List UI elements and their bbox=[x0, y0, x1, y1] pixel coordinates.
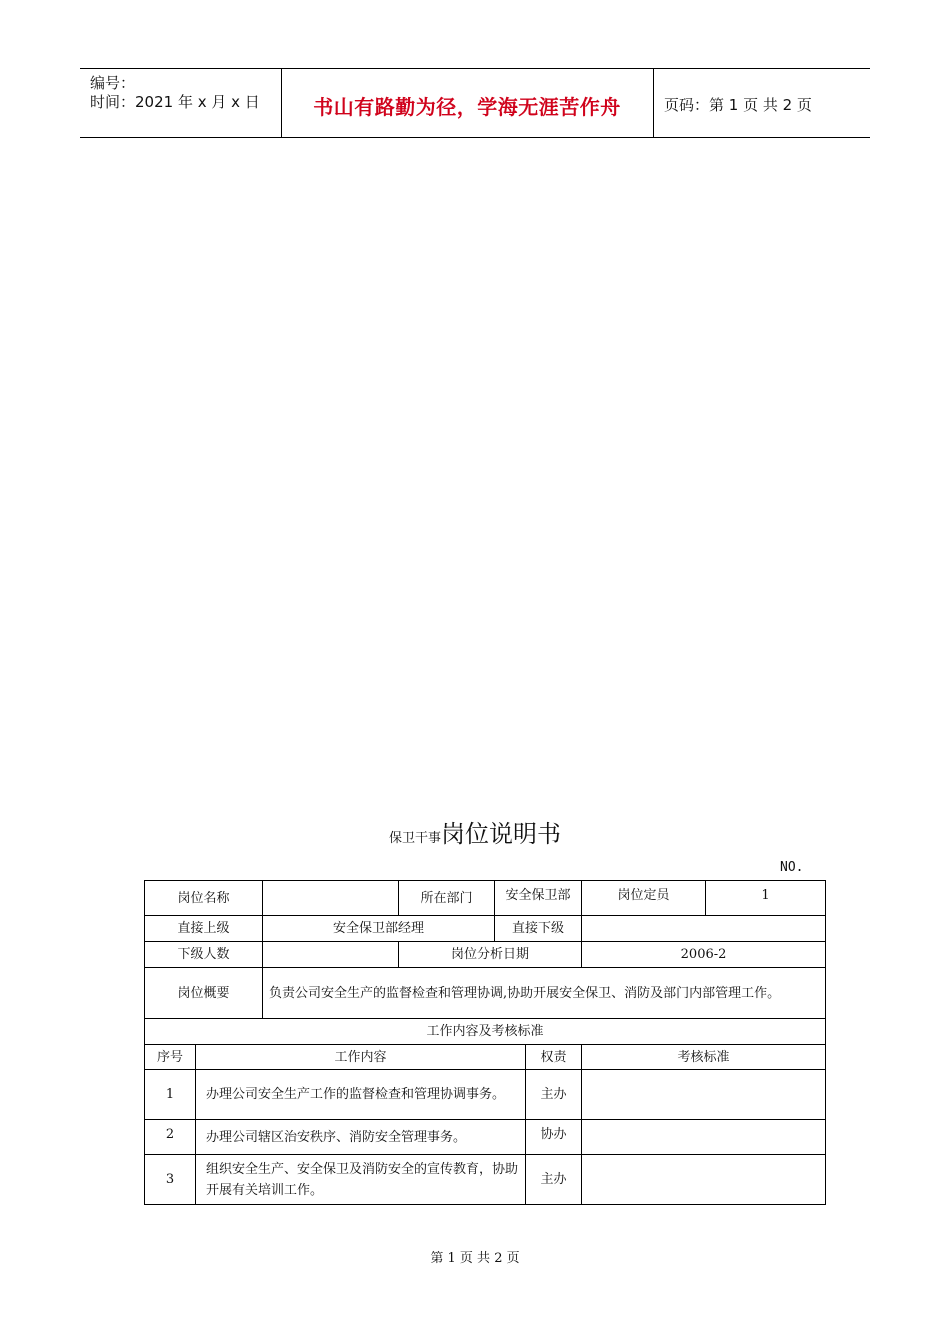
summary-value: 负责公司安全生产的监督检查和管理协调,协助开展安全保卫、消防及部门内部管理工作。 bbox=[263, 968, 826, 1019]
superior-value: 安全保卫部经理 bbox=[263, 916, 495, 942]
task-seq: 2 bbox=[145, 1120, 196, 1155]
position-name-title: 保卫干事 bbox=[388, 831, 441, 846]
sub-count-value bbox=[263, 942, 399, 968]
doc-title bbox=[0, 814, 950, 849]
doc-number-label: NO. bbox=[780, 860, 804, 875]
table-row bbox=[145, 1155, 826, 1205]
task-content: 组织安全生产、安全保卫及消防安全的宣传教育，协助开展有关培训工作。 bbox=[196, 1155, 526, 1205]
header-motto-cell bbox=[281, 69, 654, 137]
post-name-label: 岗位名称 bbox=[145, 881, 263, 916]
summary-label: 岗位概要 bbox=[145, 968, 263, 1019]
col-header-standard: 考核标准 bbox=[582, 1045, 826, 1070]
subordinate-value bbox=[582, 916, 826, 942]
header-meta-cell bbox=[80, 69, 282, 137]
task-standard bbox=[582, 1155, 826, 1205]
table-row bbox=[145, 942, 826, 968]
task-standard bbox=[582, 1120, 826, 1155]
table-row bbox=[145, 968, 826, 1019]
header-page-number: 页码：第 1 页 共 2 页 bbox=[664, 96, 812, 114]
subordinate-label: 直接下级 bbox=[495, 916, 582, 942]
col-header-content: 工作内容 bbox=[196, 1045, 526, 1070]
task-seq: 3 bbox=[145, 1155, 196, 1205]
dept-label: 所在部门 bbox=[399, 881, 495, 916]
table-row bbox=[145, 1120, 826, 1155]
job-description-table bbox=[144, 880, 826, 1205]
table-row bbox=[145, 881, 826, 916]
table-row bbox=[145, 916, 826, 942]
task-seq: 1 bbox=[145, 1070, 196, 1120]
task-content: 办理公司辖区治安秩序、消防安全管理事务。 bbox=[196, 1120, 526, 1155]
table-row bbox=[145, 1070, 826, 1120]
doc-date-label: 时间：2021 年 x 月 x 日 bbox=[90, 93, 260, 111]
quota-label: 岗位定员 bbox=[582, 881, 706, 916]
motto-text: 书山有路勤为径，学海无涯苦作舟 bbox=[313, 95, 621, 119]
section-title: 工作内容及考核标准 bbox=[145, 1019, 826, 1045]
quota-value: 1 bbox=[706, 881, 826, 916]
dept-value: 安全保卫部 bbox=[495, 881, 582, 916]
post-name-value bbox=[263, 881, 399, 916]
col-header-authority: 权责 bbox=[526, 1045, 582, 1070]
task-authority: 主办 bbox=[526, 1070, 582, 1120]
doc-code-label: 编号： bbox=[90, 74, 136, 92]
task-authority: 协办 bbox=[526, 1120, 582, 1155]
task-authority: 主办 bbox=[526, 1155, 582, 1205]
analysis-date-label: 岗位分析日期 bbox=[399, 942, 582, 968]
analysis-date-value: 2006-2 bbox=[582, 942, 826, 968]
col-header-seq: 序号 bbox=[145, 1045, 196, 1070]
task-content: 办理公司安全生产工作的监督检查和管理协调事务。 bbox=[196, 1070, 526, 1120]
page-footer: 第 1 页 共 2 页 bbox=[430, 1251, 520, 1266]
sub-count-label: 下级人数 bbox=[145, 942, 263, 968]
doc-main-title: 岗位说明书 bbox=[441, 820, 561, 848]
document-header bbox=[80, 68, 870, 138]
table-row bbox=[145, 1019, 826, 1045]
task-standard bbox=[582, 1070, 826, 1120]
header-page-cell bbox=[654, 69, 870, 137]
table-header-row bbox=[145, 1045, 826, 1070]
superior-label: 直接上级 bbox=[145, 916, 263, 942]
